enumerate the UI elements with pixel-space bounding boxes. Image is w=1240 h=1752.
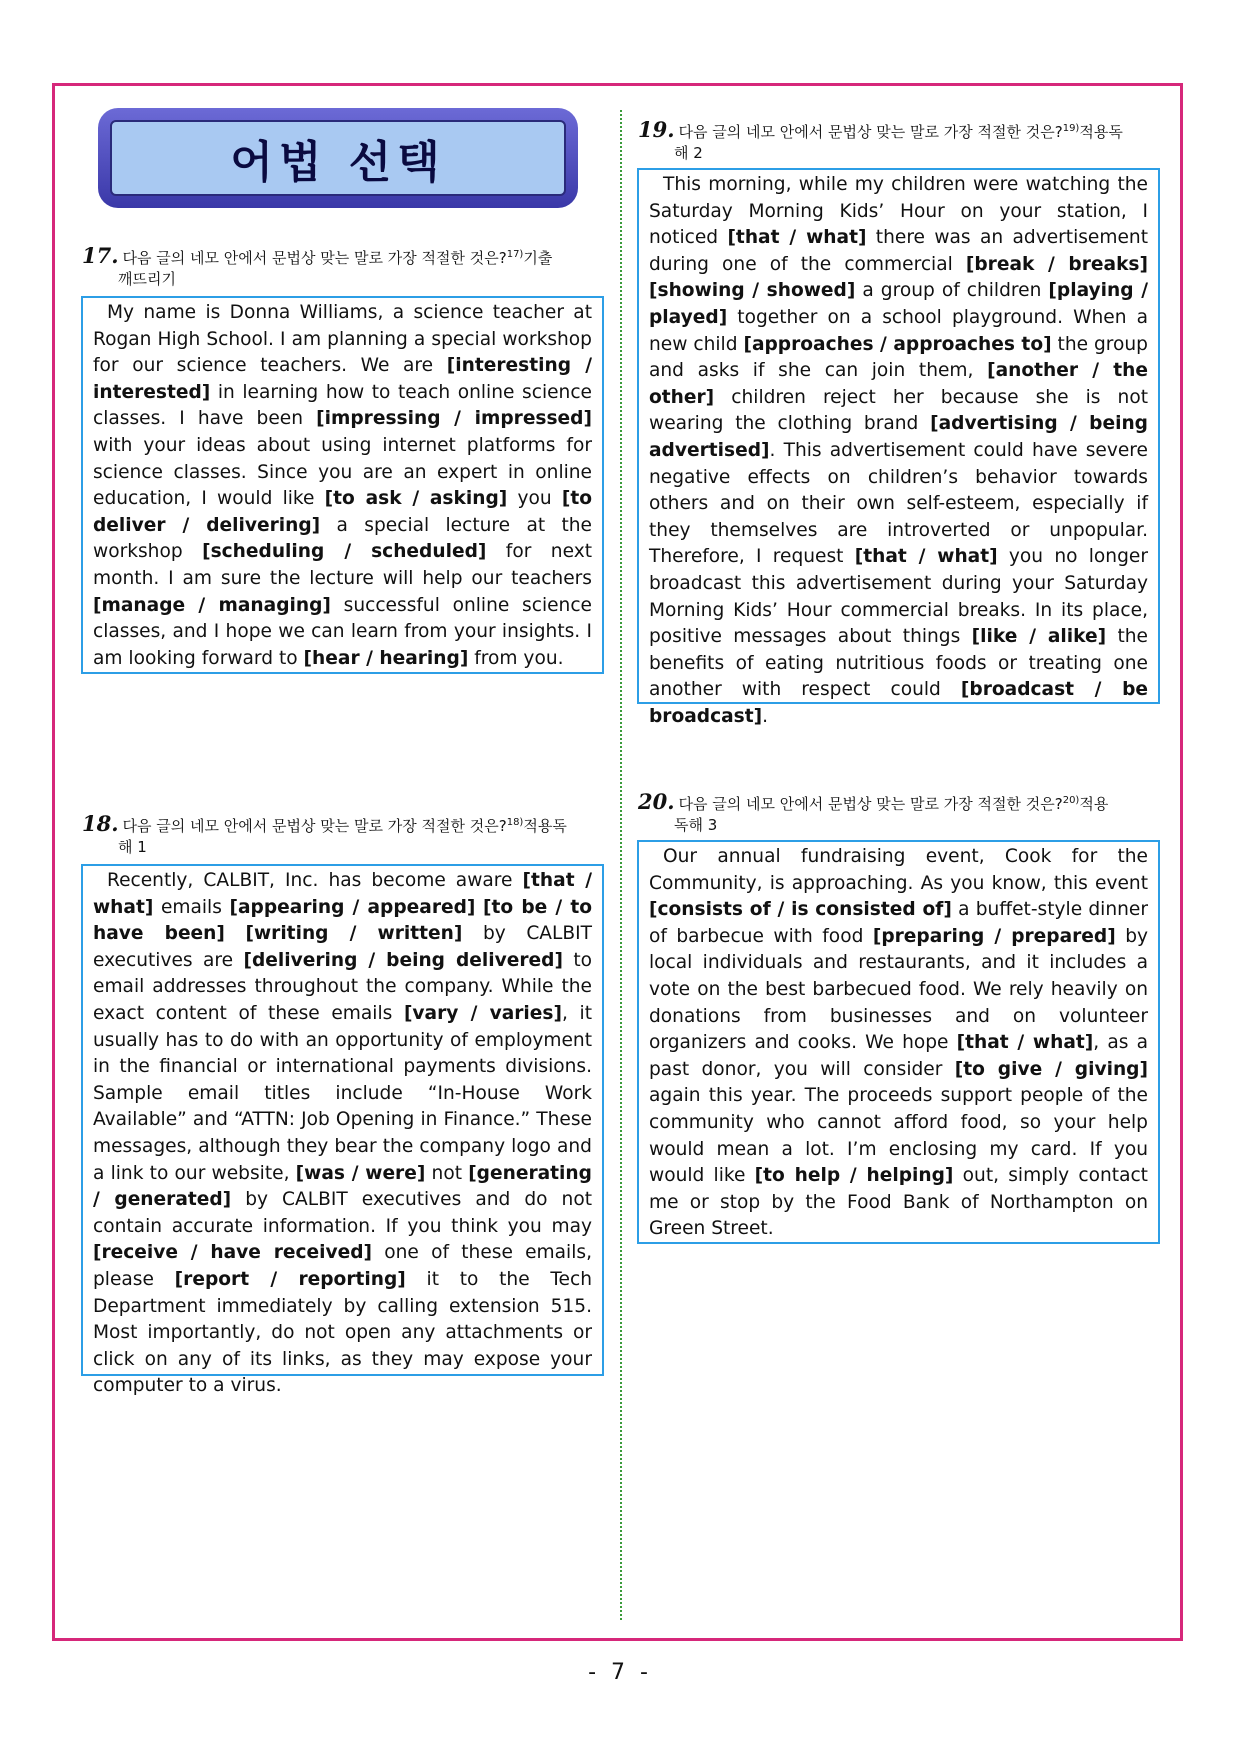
passage-segment: the benefits of eating nutritious foods or treating one another with respect could bbox=[649, 626, 1148, 701]
answer-choice: [like / alike] bbox=[971, 626, 1107, 648]
question-source: 기출 bbox=[523, 249, 553, 267]
answer-choice: [broadcast / be broadcast] bbox=[649, 679, 1148, 727]
passage-segment: for next month. I am sure the lecture will help our teachers bbox=[93, 541, 592, 589]
question-17-header bbox=[82, 244, 604, 290]
section-title: 어법 선택 bbox=[230, 137, 446, 188]
question-number: 17. bbox=[82, 243, 119, 268]
passage-segment: by local individuals and restaurants, and it includes a vote on the best barbecued food. We rely heavily on donations from businesses and on volunteer organizers and cooks. We hope bbox=[649, 925, 1148, 1054]
answer-choice: [hear / hearing] bbox=[303, 647, 469, 669]
passage-segment: a special lecture at the workshop bbox=[93, 514, 592, 563]
question-19-passage bbox=[637, 168, 1160, 727]
question-number: 19. bbox=[638, 117, 675, 142]
footnote-ref: 20) bbox=[1062, 795, 1080, 806]
passage-text bbox=[649, 172, 1148, 730]
passage-text bbox=[93, 300, 592, 672]
passage-segment: together on a school playground. When a new child bbox=[649, 306, 1148, 355]
answer-choice: [delivering / being delivered] bbox=[243, 949, 563, 971]
passage-text bbox=[649, 844, 1148, 1243]
section-title-inner bbox=[110, 120, 566, 196]
answer-choice: [appearing / appeared] bbox=[229, 896, 476, 918]
passage-segment: . bbox=[762, 705, 769, 727]
question-18-header bbox=[82, 812, 604, 858]
passage-segment: from you. bbox=[468, 647, 564, 669]
answer-choice: [playing / played] bbox=[649, 280, 1148, 328]
column-divider bbox=[620, 110, 622, 1620]
passage-segment: Recently, CALBIT, Inc. has become aware bbox=[107, 870, 523, 891]
page-number: - 7 - bbox=[588, 1660, 652, 1685]
answer-choice: [to deliver / delivering] bbox=[93, 488, 592, 536]
passage-segment: a group of children bbox=[855, 280, 1049, 302]
question-source-cont: 해 2 bbox=[674, 144, 703, 162]
passage-segment: again this year. The proceeds support people of the community who cannot afford food, so your help would mean a lot. I’m enclosing my card. If you would like bbox=[649, 1085, 1148, 1187]
passage-segment: there was an advertisement during one of the commercial bbox=[649, 227, 1148, 275]
passage-segment bbox=[225, 923, 246, 944]
passage-segment: out, simply contact me or stop by the Food Bank of Northampton on Green Street. bbox=[649, 1165, 1148, 1240]
question-17-passage bbox=[81, 296, 604, 674]
section-title-banner bbox=[98, 108, 578, 208]
passage-segment: not bbox=[425, 1162, 469, 1184]
answer-choice: [approaches / approaches to] bbox=[743, 333, 1052, 355]
question-19-header bbox=[638, 118, 1160, 164]
question-18-passage bbox=[81, 864, 604, 1397]
question-source: 적용 bbox=[1079, 795, 1109, 813]
answer-choice: [generating / generated] bbox=[93, 1162, 592, 1211]
passage-segment: one of these emails, please bbox=[93, 1242, 592, 1290]
question-prompt: 다음 글의 네모 안에서 문법상 맞는 말로 가장 적절한 것은? bbox=[122, 817, 507, 835]
answer-choice: [to be / to have been] bbox=[93, 896, 592, 945]
answer-choice: [to help / helping] bbox=[754, 1165, 954, 1187]
answer-choice: [manage / managing] bbox=[93, 594, 331, 616]
passage-segment: This morning, while my children were watching the Saturday Morning Kids’ Hour on your station, I noticed bbox=[649, 174, 1148, 249]
answer-choice: [scheduling / scheduled] bbox=[202, 541, 487, 563]
answer-choice: [that / what] bbox=[956, 1032, 1094, 1054]
answer-choice: [another / the other] bbox=[649, 360, 1148, 408]
passage-segment: you no longer broadcast this advertisement during your Saturday Morning Kids’ Hour commercial breaks. In its place, positive messages about things bbox=[649, 546, 1148, 648]
footnote-ref: 17) bbox=[506, 249, 524, 260]
passage-segment: Our annual fundraising event, Cook for the Community, is approaching. As you know, this event bbox=[649, 846, 1148, 894]
footnote-ref: 19) bbox=[1062, 123, 1080, 134]
passage-segment: children reject her because she is not wearing the clothing brand bbox=[649, 386, 1148, 435]
passage-segment: , it usually has to do with an opportunity of employment in the financial or international payments divisions. Sample email titles include “In-House Work Available” and “ATTN: Job Opening in Finance.” These messages, although they bear the company logo and a link to our website, bbox=[93, 1002, 592, 1184]
answer-choice: [receive / have received] bbox=[93, 1242, 373, 1264]
answer-choice: [that / what] bbox=[727, 227, 867, 249]
question-source-cont: 해 1 bbox=[118, 838, 147, 856]
passage-segment: it to the Tech Department immediately by calling extension 515. Most importantly, do not open any attachments or click on any of its links, as they may expose your computer to a virus. bbox=[93, 1268, 593, 1397]
footnote-ref: 18) bbox=[506, 817, 524, 828]
question-prompt: 다음 글의 네모 안에서 문법상 맞는 말로 가장 적절한 것은? bbox=[678, 123, 1063, 141]
answer-choice: [vary / varies] bbox=[403, 1002, 562, 1024]
question-20-passage bbox=[637, 840, 1160, 1244]
passage-segment: My name is Donna Williams, a science teacher at Rogan High School. I am planning a special workshop for our science teachers. We are bbox=[93, 302, 592, 377]
answer-choice: [that / what] bbox=[854, 546, 998, 568]
answer-choice: [report / reporting] bbox=[174, 1268, 406, 1290]
answer-choice: [to ask / asking] bbox=[324, 488, 508, 510]
question-prompt: 다음 글의 네모 안에서 문법상 맞는 말로 가장 적절한 것은? bbox=[678, 795, 1063, 813]
answer-choice: [preparing / prepared] bbox=[872, 925, 1116, 947]
passage-segment: by CALBIT executives and do not contain accurate information. If you think you may bbox=[93, 1189, 593, 1237]
passage-segment: to email addresses throughout the company. While the exact content of these emails bbox=[93, 949, 593, 1024]
answer-choice: [advertising / being advertised] bbox=[649, 413, 1148, 461]
answer-choice: [was / were] bbox=[295, 1162, 426, 1184]
passage-segment: you bbox=[507, 488, 562, 510]
passage-segment: successful online science classes, and I hope we can learn from your insights. I am looking forward to bbox=[93, 594, 592, 669]
answer-choice: [to give / giving] bbox=[954, 1058, 1148, 1080]
answer-choice: [interesting / interested] bbox=[93, 355, 592, 403]
passage-segment: with your ideas about using internet platforms for science classes. Since you are an expert in online education, I would like bbox=[93, 434, 592, 510]
answer-choice: [consists of / is consisted of] bbox=[649, 899, 952, 921]
passage-segment: , as a past donor, you will consider bbox=[649, 1032, 1148, 1080]
question-20-header bbox=[638, 790, 1160, 836]
question-source: 적용독 bbox=[1079, 123, 1123, 141]
answer-choice: [impressing / impressed] bbox=[316, 408, 592, 430]
question-number: 18. bbox=[82, 811, 119, 836]
answer-choice: [writing / written] bbox=[245, 923, 463, 945]
answer-choice: [that / what] bbox=[93, 870, 592, 918]
question-source: 적용독 bbox=[523, 817, 567, 835]
question-number: 20. bbox=[638, 789, 675, 814]
answer-choice: [break / breaks] bbox=[965, 253, 1148, 275]
passage-segment: a buffet-style dinner of barbecue with food bbox=[649, 899, 1148, 947]
passage-segment: in learning how to teach online science classes. I have been bbox=[93, 381, 592, 430]
question-source-cont: 깨뜨리기 bbox=[118, 270, 176, 288]
question-prompt: 다음 글의 네모 안에서 문법상 맞는 말로 가장 적절한 것은? bbox=[122, 249, 507, 267]
passage-segment bbox=[475, 897, 483, 918]
passage-segment: emails bbox=[153, 896, 230, 918]
passage-segment: the group and asks if she can join them, bbox=[649, 333, 1148, 382]
passage-segment: by CALBIT executives are bbox=[93, 923, 592, 971]
passage-text bbox=[93, 868, 592, 1400]
passage-segment: . This advertisement could have severe negative effects on children’s behavior towards others and on their own self-esteem, especially if they themselves are introverted or unpopular. Therefore, I request bbox=[649, 439, 1148, 568]
answer-choice: [showing / showed] bbox=[649, 280, 856, 302]
question-source-cont: 독해 3 bbox=[674, 816, 718, 834]
